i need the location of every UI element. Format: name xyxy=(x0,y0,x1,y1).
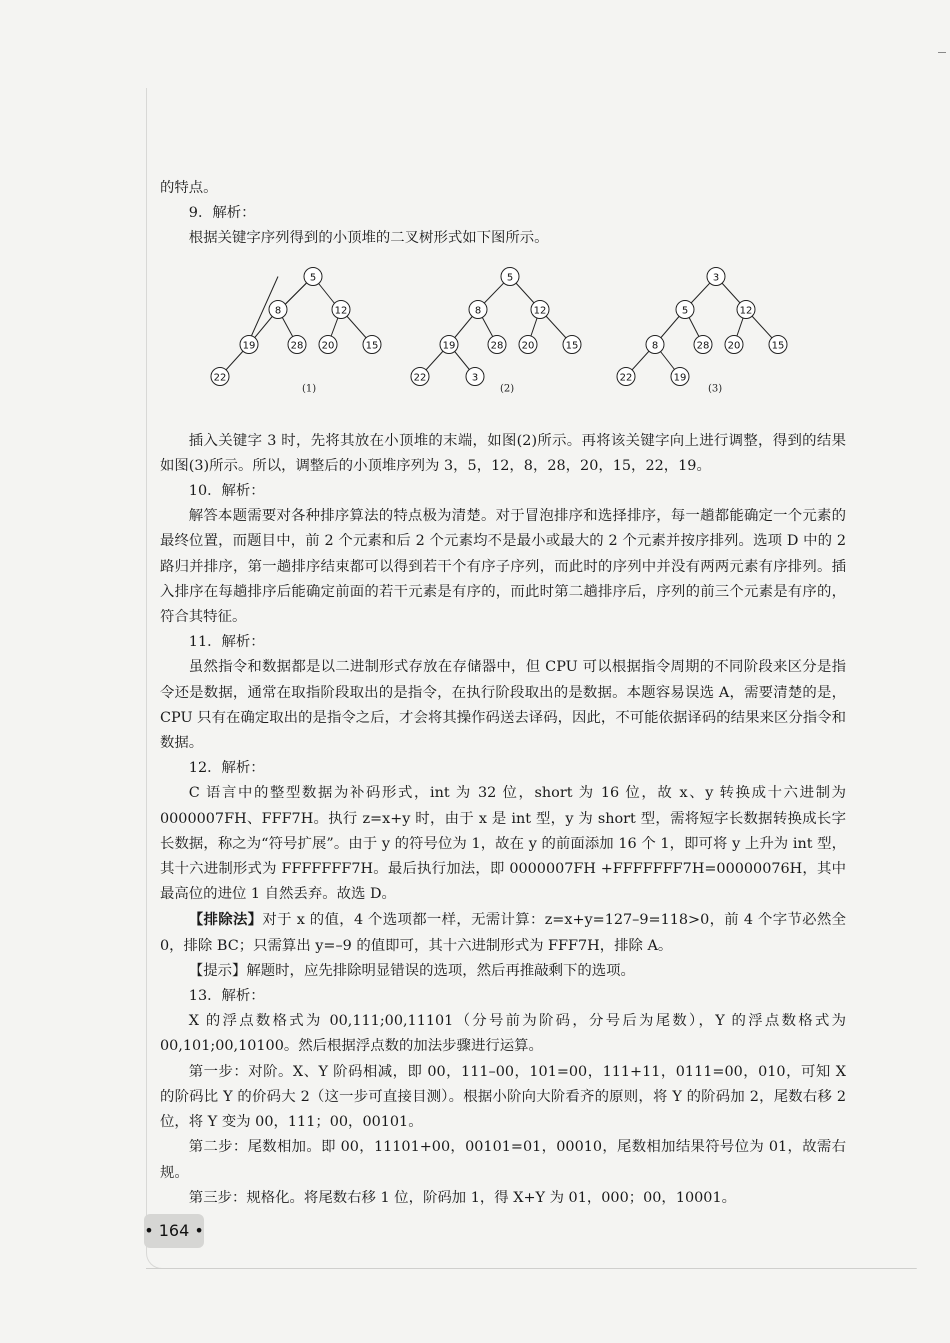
heap-trees-svg xyxy=(160,258,846,403)
tree1-node-5 xyxy=(304,267,322,285)
svg-text:19: 19 xyxy=(673,372,687,384)
svg-text:12: 12 xyxy=(334,305,348,317)
tree3-node-19 xyxy=(671,367,689,385)
tree-3 xyxy=(626,276,778,376)
tip-tag: 【提示】 xyxy=(188,962,247,979)
svg-text:19: 19 xyxy=(442,340,456,352)
q13-step1: 第一步：对阶。X、Y 阶码相减，即 00，111–00，101=00，111+11，0111=00，010，可知 X 的阶码比 Y 的价码大 2（这一步可直接目测）。根据小阶向大阶看齐的原则，将 Y 的阶码加 2，尾数右移 2 位，将 Y 变为 00，111；00，00101。 xyxy=(160,1063,846,1131)
svg-text:8: 8 xyxy=(651,340,659,352)
tree2-node-19 xyxy=(440,335,458,353)
tree1-node-19 xyxy=(240,335,258,353)
svg-text:5: 5 xyxy=(309,272,317,284)
method-body: 对于 x 的值，4 个选项都一样，无需计算：z=x+y=127–9=118>0，前 4 个字节必然全 0，排除 BC；只需算出 y=–9 的值即可，其十六进制形式为 FFF7H，排除 A。 xyxy=(160,912,846,954)
svg-text:12: 12 xyxy=(739,305,753,317)
q9-label: 9．解析： xyxy=(188,205,256,222)
svg-text:28: 28 xyxy=(290,340,304,352)
svg-text:19: 19 xyxy=(242,340,256,352)
tree-1 xyxy=(220,276,372,376)
tree1-node-8 xyxy=(269,300,287,318)
svg-text:20: 20 xyxy=(521,340,535,352)
svg-text:20: 20 xyxy=(321,340,335,352)
tree1-node-28 xyxy=(288,335,306,353)
q13-step2: 第二步：尾数相加。即 00，11101+00，00101=01，00010，尾数相加结果符号位为 01，故需右规。 xyxy=(160,1139,846,1181)
tree2-node-3 xyxy=(466,367,484,385)
tree3-node-15 xyxy=(769,335,787,353)
page-content xyxy=(160,176,846,1211)
svg-text:22: 22 xyxy=(413,372,427,384)
q12-label: 12．解析： xyxy=(188,760,265,777)
tree1-node-22 xyxy=(211,367,229,385)
tree1-node-20 xyxy=(319,335,337,353)
q13-step3: 第三步：规格化。将尾数右移 1 位，阶码加 1，得 X+Y 为 01，000；00，10001。 xyxy=(188,1189,736,1206)
q10-body: 解答本题需要对各种排序算法的特点极为清楚。对于冒泡排序和选择排序，每一趟都能确定一个元素的最终位置，而题目中，前 2 个元素和后 2 个元素均不是最小或最大的 2 个元素并按序排列。选项 D 中的 2 路归并排序，第一趟排序结束都可以得到若干个有序子序列，而此时的序列中并没有两两元素有序排列。插入排序在每趟排序后能确定前面的若干元素是有序的，而此时第二趟排序后，序列的前三个元素是有序的，符合其特征。 xyxy=(160,508,846,626)
bottom-rule xyxy=(146,1268,916,1269)
tree2-node-12 xyxy=(531,300,549,318)
svg-text:3: 3 xyxy=(712,272,720,284)
svg-text:28: 28 xyxy=(696,340,710,352)
svg-text:15: 15 xyxy=(771,340,785,352)
scan-edge-mark xyxy=(938,52,946,53)
method-tag: 【排除法】 xyxy=(188,911,263,929)
tree-2 xyxy=(420,276,572,376)
svg-text:5: 5 xyxy=(506,272,514,284)
q12-method xyxy=(160,907,846,958)
tree3-node-3 xyxy=(707,267,725,285)
q13-label: 13．解析： xyxy=(188,988,265,1005)
q11-label: 11．解析： xyxy=(188,634,265,651)
svg-text:15: 15 xyxy=(565,340,579,352)
heap-tree-figure xyxy=(160,258,846,413)
q12-body: C 语言中的整型数据为补码形式，int 为 32 位，short 为 16 位，故 x、y 转换成十六进制为 0000007FH、FFF7H。执行 z=x+y 时，由于 x 是 int 型，y 为 short 型，需将短字长数据转换成长字长数据，称之为“符号扩展”。由于 y 的符号位为 1，故在 y 的前面添加 16 个 1，即可将 y 上升为 int 型，其十六进制形式为 FFFFFFF7H。最后执行加法，即 0000007FH +FFFFFFF7H=00000076H，其中最高位的进位 1 自然丢弃。故选 D。 xyxy=(160,785,846,903)
svg-text:12: 12 xyxy=(533,305,547,317)
svg-text:22: 22 xyxy=(213,372,227,384)
tree2-node-8 xyxy=(469,300,487,318)
tree-3-nodes xyxy=(617,267,787,394)
svg-text:3: 3 xyxy=(471,372,479,384)
tree1-node-15 xyxy=(363,335,381,353)
tree3-node-20 xyxy=(725,335,743,353)
tree3-node-22 xyxy=(617,367,635,385)
tree1-node-12 xyxy=(332,300,350,318)
tree2-node-5 xyxy=(501,267,519,285)
tree-1-nodes xyxy=(211,267,381,394)
tree2-node-22 xyxy=(411,367,429,385)
page-number: • 164 • xyxy=(144,1214,204,1248)
q9-intro: 根据关键字序列得到的小顶堆的二叉树形式如下图所示。 xyxy=(188,230,549,247)
q12-tip xyxy=(160,959,846,984)
tree2-node-15 xyxy=(563,335,581,353)
svg-text:20: 20 xyxy=(727,340,741,352)
paragraph-continuation: 的特点。 xyxy=(160,180,218,196)
tree2-caption: (2) xyxy=(500,383,515,395)
tree2-node-28 xyxy=(488,335,506,353)
svg-text:22: 22 xyxy=(619,372,633,384)
tip-body: 解题时，应先排除明显错误的选项，然后再推敲剩下的选项。 xyxy=(246,962,635,979)
svg-text:5: 5 xyxy=(681,305,689,317)
tree3-node-28 xyxy=(694,335,712,353)
tree3-node-5 xyxy=(676,300,694,318)
q13-body: X 的浮点数格式为 00,111;00,11101（分号前为阶码，分号后为尾数），Y 的浮点数格式为 00,101;00,10100。然后根据浮点数的加法步骤进行运算。 xyxy=(160,1013,846,1055)
svg-text:8: 8 xyxy=(474,305,482,317)
svg-text:28: 28 xyxy=(490,340,504,352)
tree1-caption: (1) xyxy=(302,383,317,395)
svg-text:15: 15 xyxy=(365,340,379,352)
tree3-node-12 xyxy=(737,300,755,318)
q10-label: 10．解析： xyxy=(188,483,265,500)
q11-body: 虽然指令和数据都是以二进制形式存放在存储器中，但 CPU 可以根据指令周期的不同阶段来区分是指令还是数据，通常在取指阶段取出的是指令，在执行阶段取出的是数据。本题容易误选 A，需要清楚的是，CPU 只有在确定取出的是指令之后，才会将其操作码送去译码，因此，不可能依据译码的结果来区分指令和数据。 xyxy=(160,659,846,752)
q9-body: 插入关键字 3 时，先将其放在小顶堆的末端，如图(2)所示。再将该关键字向上进行调整，得到的结果如图(3)所示。所以，调整后的小顶堆序列为 3，5，12，8，28，20，15，22，19。 xyxy=(160,432,846,474)
tree2-node-20 xyxy=(519,335,537,353)
tree-2-nodes xyxy=(411,267,581,394)
svg-text:8: 8 xyxy=(274,305,282,317)
tree3-caption: (3) xyxy=(708,383,723,395)
tree3-node-8 xyxy=(646,335,664,353)
